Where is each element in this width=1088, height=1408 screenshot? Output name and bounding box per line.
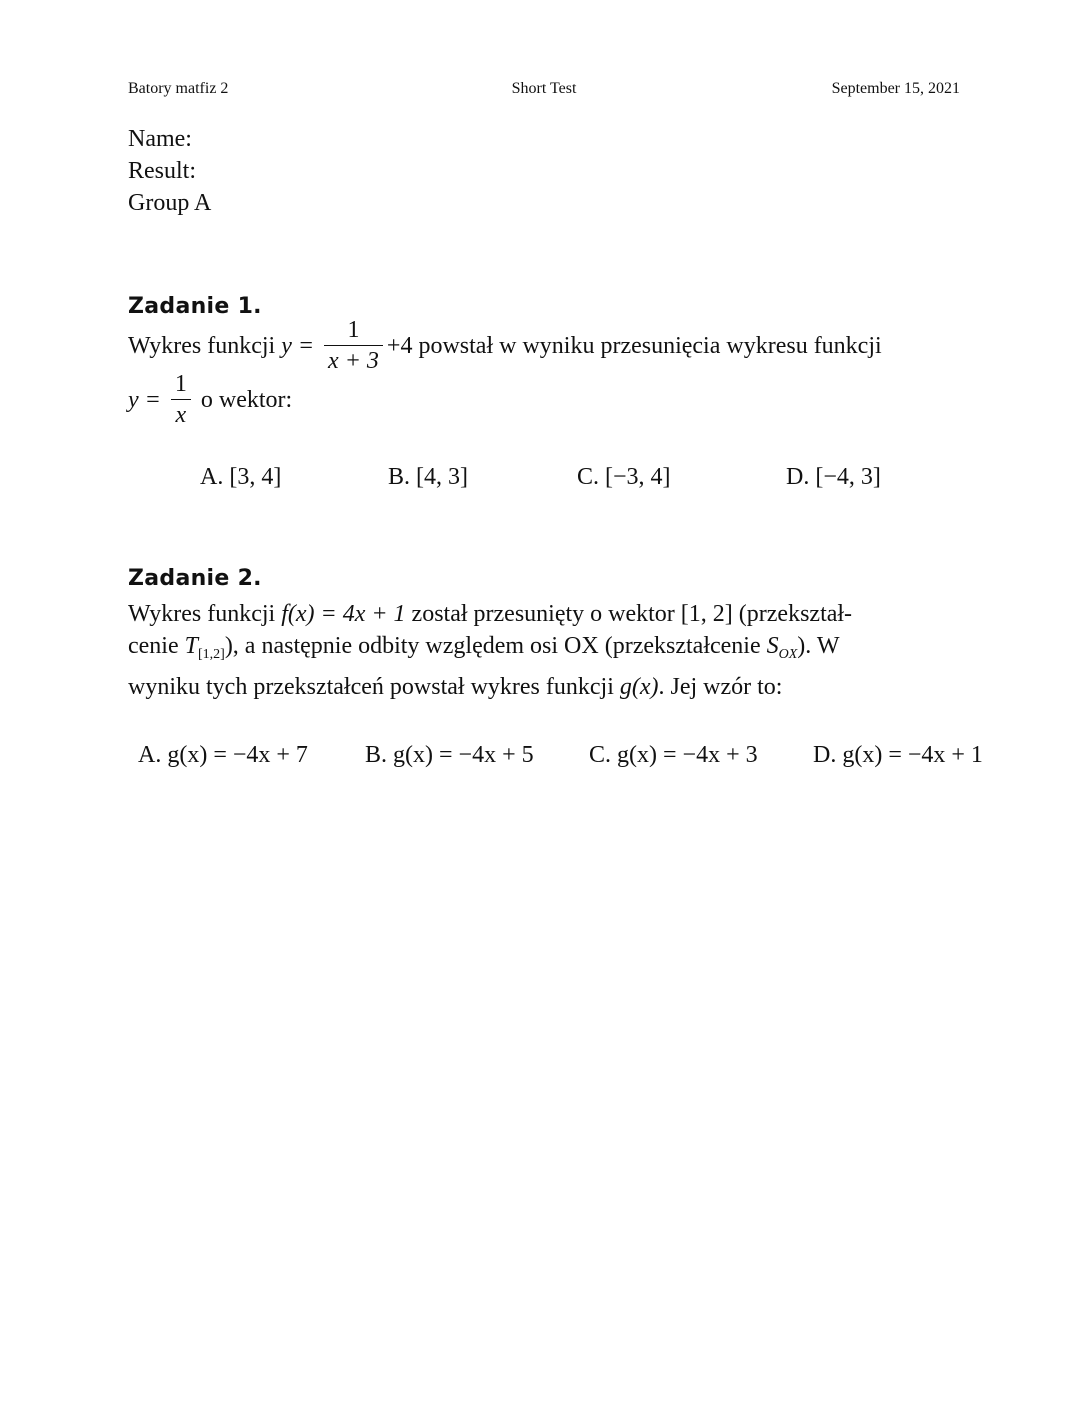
task-1-y-equals: y =: [281, 333, 315, 359]
symbol-T: T: [184, 633, 198, 659]
task-1-line2-numerator: 1: [174, 370, 187, 397]
task-1-answer-c[interactable]: C. [−3, 4]: [577, 464, 671, 490]
result-label: Result:: [128, 158, 197, 184]
text: został przesunięty o wektor [1, 2] (przekształ-: [405, 601, 853, 627]
task-1-title: Zadanie 1.: [128, 294, 262, 319]
group-label: Group A: [128, 190, 212, 216]
task-2-answers: [138, 742, 1038, 776]
task-2-title: Zadanie 2.: [128, 566, 262, 591]
task-2-line-3: [128, 671, 968, 703]
task-1-line2-y-equals: y =: [128, 387, 161, 413]
text: ), a następnie odbity względem osi OX (przekształcenie: [224, 633, 767, 659]
formula-g: g(x): [619, 674, 659, 700]
task-2: [128, 566, 968, 700]
task-1-line-2: [128, 368, 292, 432]
text: ). W: [797, 633, 840, 659]
student-info: [128, 123, 211, 219]
task-2-answer-b[interactable]: B. g(x) = −4x + 5: [365, 742, 534, 768]
name-label: Name:: [128, 126, 192, 152]
task-2-answer-a[interactable]: A. g(x) = −4x + 7: [138, 742, 308, 768]
task-2-text: [128, 598, 968, 703]
subscript-S: OX: [778, 647, 798, 662]
symbol-S: S: [766, 633, 779, 659]
text: Wykres funkcji: [128, 601, 282, 627]
formula-f: f(x) = 4x + 1: [281, 601, 406, 627]
task-1-line2-after: o wektor:: [200, 387, 293, 413]
header-class: Batory matfiz 2: [128, 80, 229, 97]
task-1-frac-numerator: 1: [347, 316, 360, 343]
task-2-answer-c[interactable]: C. g(x) = −4x + 3: [589, 742, 758, 768]
task-1-answer-b[interactable]: B. [4, 3]: [388, 464, 468, 490]
text: . Jej wzór to:: [658, 674, 783, 700]
task-1-frac-denominator: x + 3: [328, 347, 379, 374]
task-2-answer-d[interactable]: D. g(x) = −4x + 1: [813, 742, 983, 768]
task-1-answer-a[interactable]: A. [3, 4]: [200, 464, 282, 490]
header-title: Short Test: [511, 80, 577, 97]
task-1-fraction: [324, 315, 383, 376]
task-1-text-after: powstał w wyniku przesunięcia wykresu funkcji: [418, 333, 882, 359]
task-1-answer-d[interactable]: D. [−4, 3]: [786, 464, 881, 490]
task-1-line2-fraction: [171, 369, 191, 430]
task-2-line-2: [128, 630, 968, 671]
task-1-text-before: Wykres funkcji: [128, 333, 276, 359]
text: wyniku tych przekształceń powstał wykres funkcji: [128, 674, 620, 700]
header-date: September 15, 2021: [831, 80, 960, 97]
page-header: [128, 80, 960, 102]
task-1: [128, 294, 968, 428]
text: cenie: [128, 633, 185, 659]
task-1-plus4: +4: [386, 333, 413, 359]
task-2-line-1: [128, 598, 968, 630]
subscript-T: [1,2]: [197, 647, 225, 662]
task-1-line2-denominator: x: [175, 401, 187, 428]
task-1-answers: [200, 464, 960, 498]
